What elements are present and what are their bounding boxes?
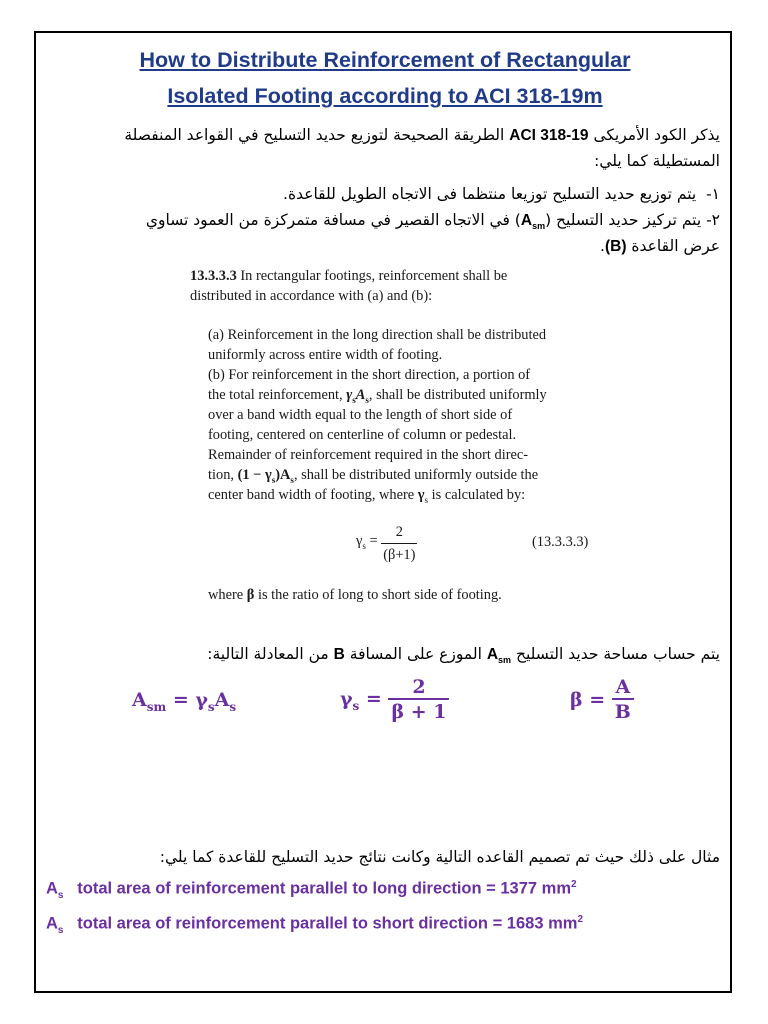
- calc-intro: يتم حساب مساحة حديد التسليح $A_{sm}$ الموزع على المسافة B من المعادلة التالية:: [207, 645, 720, 666]
- result-short-direction: $A_s$ total area of reinforcement parallel to short direction = 1683 $mm^2$: [46, 914, 584, 936]
- equation-beta: β = $\frac{A}{B}$: [570, 676, 634, 724]
- excerpt-b-6: tion, $(1 - \gamma_s)A_s$, shall be distributed uniformly outside the: [208, 467, 539, 485]
- excerpt-intro: 13.3.3.3 In rectangular footings, reinforcement shall be: [190, 268, 508, 284]
- point-2-line-2: عرض القاعدة (B).: [600, 237, 720, 255]
- excerpt-b-4: footing, centered on centerline of column or pedestal.: [208, 427, 517, 443]
- excerpt-formula-ref: (13.3.3.3): [532, 534, 589, 550]
- excerpt-where: where β is the ratio of long to short side of footing.: [208, 587, 502, 603]
- excerpt-b-2: the total reinforcement, $\gamma_sA_s$, shall be distributed uniformly: [208, 387, 547, 405]
- excerpt-b-1: (b) For reinforcement in the short direction, a portion of: [208, 367, 531, 383]
- equation-asm: $A_{sm} = \gamma_sA_s$: [132, 689, 237, 714]
- equation-gamma: $\gamma_s$ = $\frac{2}{\beta + 1}$: [340, 676, 449, 724]
- excerpt-a-2: uniformly across entire width of footing.: [208, 347, 443, 363]
- title-line-2: Isolated Footing according to ACI 318-19m: [167, 84, 603, 108]
- result-long-direction: $A_s$ total area of reinforcement parallel to long direction = 1377 $mm^2$: [46, 879, 577, 901]
- point-2: ٢- يتم تركيز حديد التسليح $(A_{sm})$ في الاتجاه القصير في مسافة متمركزة من العمود تساوي: [145, 211, 720, 232]
- excerpt-intro-2: distributed in accordance with (a) and (b):: [190, 288, 433, 304]
- point-1: ١- يتم توزيع حديد التسليح توزيعا منتظما فى الاتجاه الطويل للقاعدة.: [283, 185, 720, 203]
- title-line-1: How to Distribute Reinforcement of Rectangular: [139, 48, 631, 72]
- excerpt-a-1: (a) Reinforcement in the long direction shall be distributed: [208, 327, 547, 343]
- intro-line-1: يذكر الكود الأمريكى ACI 318-19 الطريقة الصحيحة لتوزيع حديد التسليح في القواعد المنفصلة: [124, 126, 720, 144]
- intro-line-2: المستطيلة كما يلي:: [594, 152, 720, 170]
- excerpt-b-3: over a band width equal to the length of short side of: [208, 407, 513, 423]
- excerpt-b-7: center band width of footing, where $\gamma_s$ is calculated by:: [208, 487, 526, 505]
- excerpt-b-5: Remainder of reinforcement required in the short direc-: [208, 447, 529, 463]
- example-intro: مثال على ذلك حيث تم تصميم القاعده التالية وكانت نتائج حديد التسليح للقاعدة كما يلي:: [159, 848, 720, 866]
- excerpt-formula: $\gamma_s$ = $\frac{2}{(\beta+1)}$: [356, 521, 417, 566]
